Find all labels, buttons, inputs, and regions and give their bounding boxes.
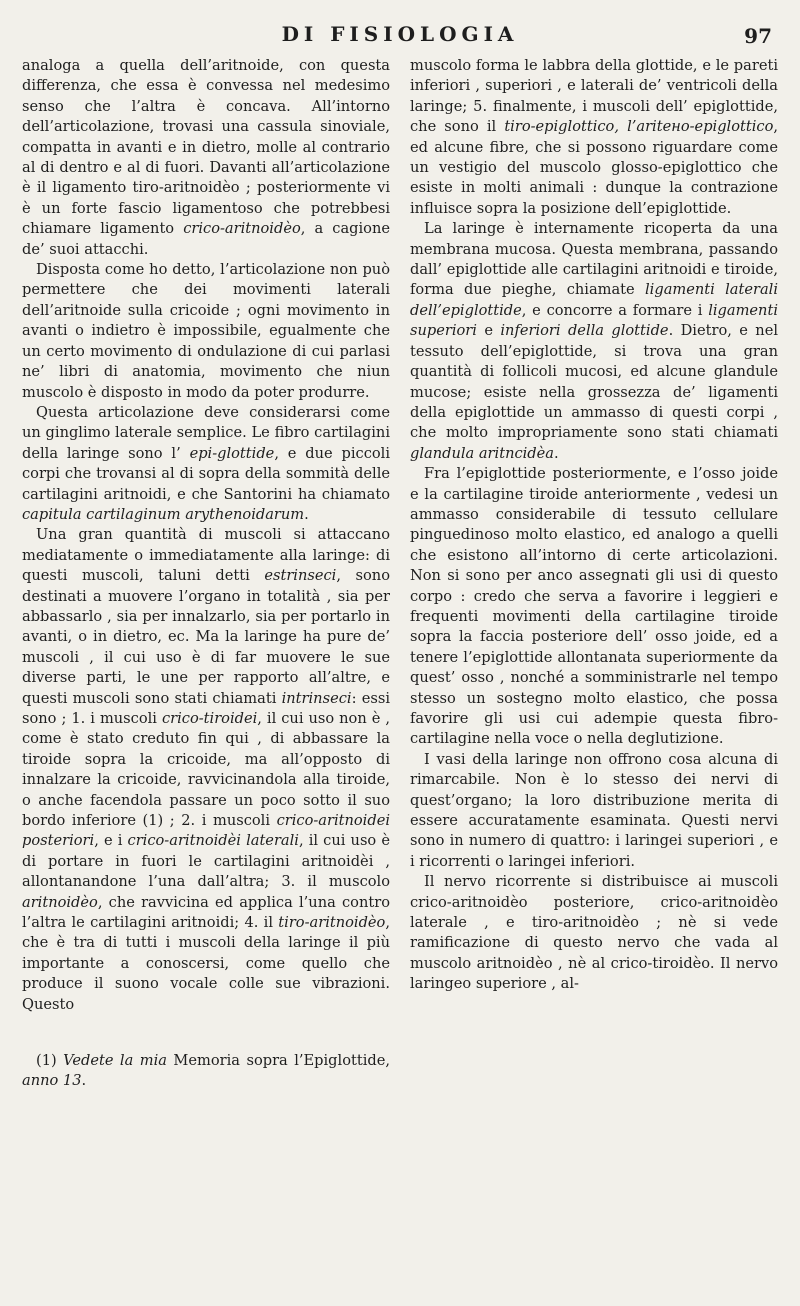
italic-term: inferiori della glottide xyxy=(500,322,669,340)
text-run: , che ravvicina ed applica l’una contro l’altra le cartilagini aritnoidi; 4. il xyxy=(22,893,390,932)
italic-term: crico-tiroidei xyxy=(161,710,258,727)
italic-term: tiro-epiglottico, l’aritено-epiglottico xyxy=(504,118,774,136)
running-title: DI FISIOLOGIA xyxy=(281,22,519,46)
text-run: . xyxy=(304,505,309,523)
paragraph: I vasi della laringe non offrono cosa alcuna di rimarcabile. Non è lo stesso dei nervi di quest’organo; la loro distribuzione merita di essere accuratamente esaminata. Questi nervi sono in numero di quattro: i laringei superiori , e i ricorrenti o laringei inferiori. xyxy=(410,750,778,870)
paragraph: Il nervo ricorrente si distribuisce ai muscoli crico-aritnoidèo posteriore, crico-aritnoidèo laterale , e tiro-aritnoidèo ; nè si vede ramificazione di questo nervo che vada al muscolo aritnoidèo , nè al crico-tiroidèo. Il nervo laringeo superiore , al- xyxy=(410,873,778,993)
text-run: , che è tra di tutti i muscoli della laringe il più importante a conoscersi, come quello che produce il suono vocale colle sue vibrazioni. Questo xyxy=(22,914,390,1013)
italic-term: anno 13 xyxy=(22,1072,82,1090)
italic-term: intrinseci xyxy=(281,689,352,707)
italic-term: aritnoidèo xyxy=(22,893,98,911)
text-run: Memoria sopra l’Epiglottide, xyxy=(166,1052,390,1070)
text-run: , e concorre a formare i xyxy=(521,301,709,319)
text-run: Questa articolazione deve considerarsi come un ginglimo laterale semplice. Le fibro cartilagini della laringe sono l’ xyxy=(22,403,390,462)
text-run: muscolo forma le labbra della glottide, e le pareti inferiori , superiori , e laterali de’ ventricoli della laringe; 5. finalmente, i muscoli dell’ epiglottide, che sono il xyxy=(410,57,778,136)
text-run: . xyxy=(81,1072,87,1090)
text-run: : essi sono ; 1. i muscoli xyxy=(22,689,390,727)
italic-term: Vedete la mia xyxy=(63,1052,167,1070)
text-run: , il cui uso è di portare in fuori le cartilagini aritnoidèi , allontanandone l’una dall’altra; 3. il muscolo xyxy=(22,832,390,891)
text-columns xyxy=(22,56,778,1091)
footnote xyxy=(22,1051,390,1091)
text-run: , il cui uso non è , come è stato creduto fin qui , di abbassare la tiroide sopra la cricoide, ma all’opposto di innalzare la cricoide, ravvicinandola alla tiroide, o anche facendola passare un poco sotto il suo bordo inferiore (1) ; 2. i muscoli xyxy=(22,710,390,830)
paragraph xyxy=(22,56,390,260)
paragraph xyxy=(22,403,390,525)
text-run: , sono destinati a muovere l’organo in totalità , sia per abbassarlo , sia per innalzarlo, sia per portarlo in avanti, o in dietro, ec. Ma la laringe ha pure de’ muscoli , il cui uso è di far muovere le sue diverse parti, le une per rapporto all’altre, e questi muscoli sono stati chiamati xyxy=(22,567,390,707)
italic-term: glandula aritncidèa xyxy=(410,444,554,462)
paragraph xyxy=(410,219,778,464)
italic-term: ligamenti superiori xyxy=(410,301,778,340)
italic-term: estrinseci xyxy=(264,567,337,585)
text-run: e xyxy=(476,322,501,340)
text-run: , ed alcune fibre, che si possono riguardare come un vestigio del muscolo glosso-epiglottico che esiste in molti animali : dunque la contrazione influisce sopra la posizione dell’epiglottide. xyxy=(410,118,778,217)
running-head xyxy=(22,22,778,50)
footnote-marker: (1) xyxy=(36,1052,64,1070)
page-number: 97 xyxy=(744,24,772,48)
italic-term: crico-aritnoidèo xyxy=(183,220,301,238)
text-run: , e due piccoli corpi che trovansi al di sopra della sommità delle cartilagini aritnoidi, e che Santorini ha chiamato xyxy=(22,444,390,503)
italic-term: tiro-aritnoidèo xyxy=(278,914,386,932)
text-run: , a cagione de’ suoi attacchi. xyxy=(22,220,390,258)
paragraph: Fra l’epiglottide posteriormente, e l’osso joide e la cartilagine tiroide anteriormente , vedesi un ammasso considerabile di tessuto cellulare pinguedinoso molto elastico, ed analogo a quelli che esistono all’intorno di certe articolazioni. Non si sono per anco assegnati gli usi di questo corpo : credo che serva a favorire i leggieri e frequenti movimenti della cartilagine tiroide sopra la faccia posteriore dell’ osso joide, ed a tenere l’epiglottide allontanata superiormente da quest’ osso , nonché a somministrarle nel tempo stesso un sostegno molto elastico, che possa favorire gli usi cui adempie questa fibro-cartilagine nella voce o nella deglutizione. xyxy=(410,465,778,748)
italic-term: crico-aritnoidei posteriori xyxy=(22,812,390,850)
text-run: . Dietro, e nel tessuto dell’epiglottide, si trova una gran quantità di follicoli mucosi, ed alcune glandule mucose; esiste nella grossezza de’ ligamenti della epiglottide un ammasso di questi corpi , che molto impropriamente sono stati chiamati xyxy=(410,322,779,442)
left-column xyxy=(22,56,390,1091)
text-run: , e i xyxy=(94,832,128,850)
italic-term: capitula cartilaginum arythenoidarum xyxy=(22,505,305,523)
text-run: Una gran quantità di muscoli si attaccano mediatamente o immediatamente alla laringe: di questi muscoli, taluni detti xyxy=(22,526,390,585)
paragraph xyxy=(410,56,778,219)
paragraph xyxy=(22,525,390,1015)
right-column xyxy=(410,56,778,1091)
italic-term: epi-glottide xyxy=(189,444,275,462)
text-run: La laringe è internamente ricoperta da una membrana mucosa. Questa membrana, passando dall’ epiglottide alle cartilagini aritnoidi e tiroide, forma due pieghe, chiamate xyxy=(410,220,778,299)
italic-term: crico-aritnoidèi laterali xyxy=(127,832,299,850)
text-run: analoga a quella dell’aritnoide, con questa differenza, che essa è convessa nel medesimo senso che l’altra è concava. All’intorno dell’articolazione, trovasi una cassula sinoviale, compatta in avanti e in dietro, molle al contrario al di dentro e al di fuori. Davanti all’articolazione è il ligamento tiro-aritnoidèo ; posteriormente vi è un forte fascio ligamentoso che potrebbesi chiamare ligamento xyxy=(22,57,390,238)
text-run: . xyxy=(554,444,559,462)
paragraph: Disposta come ho detto, l’articolazione non può permettere che dei movimenti laterali dell’aritnoide sulla cricoide ; ogni movimento in avanti o indietro è impossibile, egualmente che un certo movimento di ondulazione di cui parlasi ne’ libri di anatomia, movimento che niun muscolo è disposto in modo da poter produrre. xyxy=(22,261,390,401)
italic-term: ligamenti laterali dell’epiglottide xyxy=(410,281,779,319)
